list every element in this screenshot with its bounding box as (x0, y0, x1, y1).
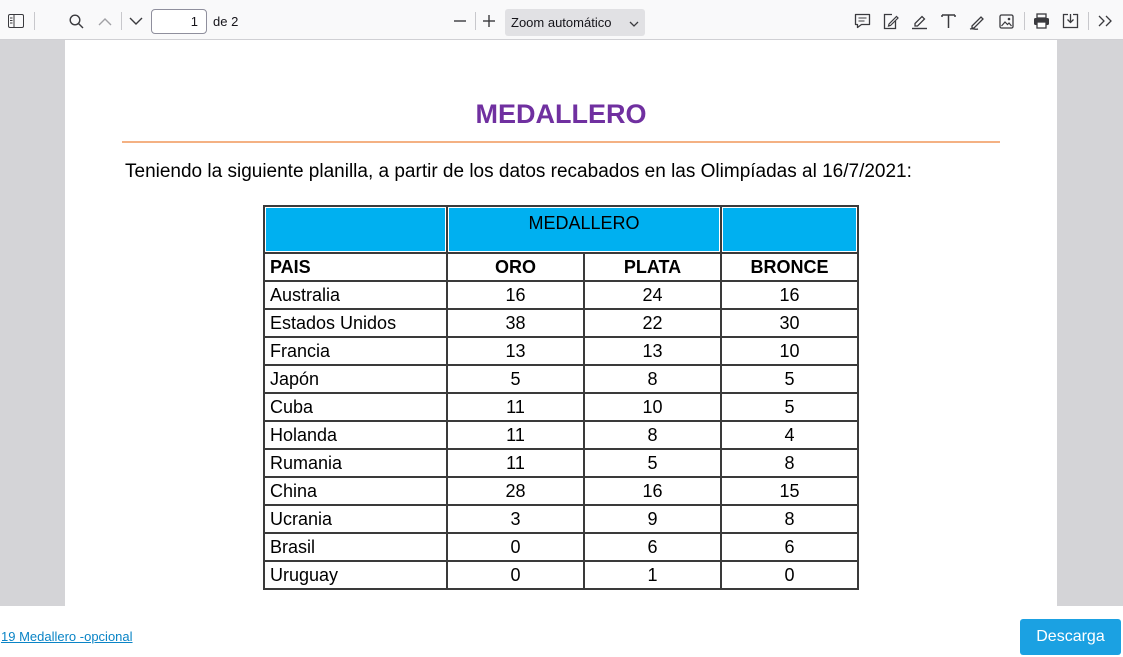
table-row (264, 533, 858, 561)
file-link[interactable]: 19 Medallero -opcional (1, 629, 133, 644)
silver-cell: 8 (584, 421, 721, 449)
silver-cell: 8 (584, 365, 721, 393)
toolbar-separator (34, 12, 35, 30)
band-title: MEDALLERO (447, 206, 721, 253)
next-page-icon[interactable] (126, 11, 146, 31)
gold-cell: 11 (447, 393, 584, 421)
chevron-down-icon (629, 15, 639, 30)
table-header-row (264, 253, 858, 281)
column-header: PLATA (584, 253, 721, 281)
toolbar-separator (475, 12, 476, 30)
gold-cell: 5 (447, 365, 584, 393)
gold-cell: 11 (447, 449, 584, 477)
document-title: MEDALLERO (475, 99, 647, 129)
previous-page-icon[interactable] (95, 11, 115, 31)
sidebar-toggle-icon[interactable] (6, 11, 26, 31)
silver-cell: 10 (584, 393, 721, 421)
title-divider (122, 141, 1000, 143)
gold-cell: 16 (447, 281, 584, 309)
silver-cell: 22 (584, 309, 721, 337)
silver-cell: 6 (584, 533, 721, 561)
medal-table (263, 205, 859, 590)
toolbar-separator (1088, 12, 1089, 30)
silver-cell: 13 (584, 337, 721, 365)
silver-cell: 16 (584, 477, 721, 505)
table-row (264, 393, 858, 421)
bronze-cell: 4 (721, 421, 858, 449)
country-cell: Holanda (264, 421, 447, 449)
zoom-in-icon[interactable] (479, 11, 499, 31)
bronze-cell: 10 (721, 337, 858, 365)
country-cell: Estados Unidos (264, 309, 447, 337)
country-cell: Uruguay (264, 561, 447, 589)
table-row (264, 505, 858, 533)
column-header: PAIS (264, 253, 447, 281)
silver-cell: 5 (584, 449, 721, 477)
country-cell: Ucrania (264, 505, 447, 533)
pdf-toolbar (0, 0, 1123, 40)
gold-cell: 13 (447, 337, 584, 365)
bronze-cell: 8 (721, 505, 858, 533)
bronze-cell: 0 (721, 561, 858, 589)
country-cell: Francia (264, 337, 447, 365)
bronze-cell: 5 (721, 393, 858, 421)
country-cell: China (264, 477, 447, 505)
bronze-cell: 15 (721, 477, 858, 505)
country-cell: Cuba (264, 393, 447, 421)
column-header: ORO (447, 253, 584, 281)
table-row (264, 337, 858, 365)
print-icon[interactable] (1031, 11, 1051, 31)
zoom-label: Zoom automático (511, 15, 612, 30)
country-cell: Rumania (264, 449, 447, 477)
table-band-row (264, 206, 858, 253)
country-cell: Brasil (264, 533, 447, 561)
gold-cell: 28 (447, 477, 584, 505)
zoom-select[interactable] (505, 9, 645, 36)
silver-cell: 1 (584, 561, 721, 589)
page-count-label: de 2 (213, 14, 239, 29)
bronze-cell: 8 (721, 449, 858, 477)
table-row (264, 561, 858, 589)
toolbar-separator (121, 12, 122, 30)
download-button[interactable]: Descarga (1020, 619, 1121, 655)
gold-cell: 0 (447, 533, 584, 561)
bronze-cell: 6 (721, 533, 858, 561)
pdf-page (65, 40, 1057, 606)
gold-cell: 0 (447, 561, 584, 589)
signature-icon[interactable] (880, 11, 900, 31)
zoom-out-icon[interactable] (450, 11, 470, 31)
draw-icon[interactable] (967, 11, 987, 31)
page-number-input[interactable] (151, 9, 207, 34)
table-row (264, 421, 858, 449)
gold-cell: 38 (447, 309, 584, 337)
bronze-cell: 30 (721, 309, 858, 337)
more-tools-icon[interactable] (1095, 11, 1115, 31)
save-icon[interactable] (1060, 11, 1080, 31)
table-row (264, 365, 858, 393)
band-cell (264, 206, 447, 253)
table-row (264, 281, 858, 309)
toolbar-separator (1024, 12, 1025, 30)
gold-cell: 3 (447, 505, 584, 533)
table-row (264, 449, 858, 477)
bronze-cell: 5 (721, 365, 858, 393)
table-row (264, 477, 858, 505)
table-row (264, 309, 858, 337)
comment-icon[interactable] (852, 11, 872, 31)
bronze-cell: 16 (721, 281, 858, 309)
country-cell: Japón (264, 365, 447, 393)
band-cell (721, 206, 858, 253)
column-header: BRONCE (721, 253, 858, 281)
country-cell: Australia (264, 281, 447, 309)
image-icon[interactable] (996, 11, 1016, 31)
silver-cell: 24 (584, 281, 721, 309)
highlight-icon[interactable] (909, 11, 929, 31)
silver-cell: 9 (584, 505, 721, 533)
gold-cell: 11 (447, 421, 584, 449)
search-icon[interactable] (66, 11, 86, 31)
intro-paragraph: Teniendo la siguiente planilla, a partir de los datos recabados en las Olimpíadas al 16/7/2021: (125, 161, 912, 182)
text-icon[interactable] (938, 11, 958, 31)
